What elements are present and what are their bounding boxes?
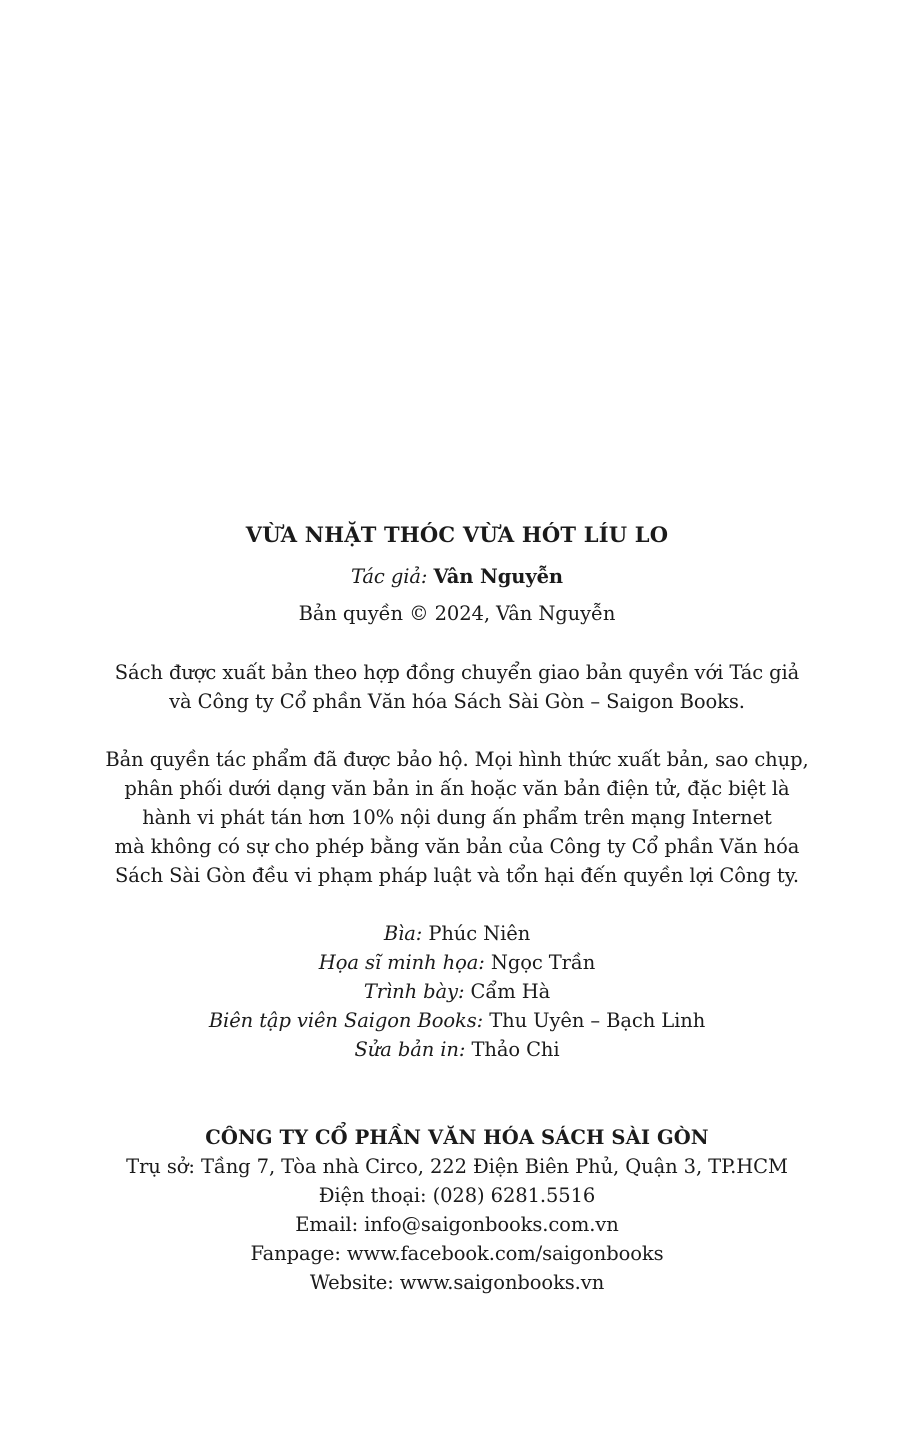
credits-list: [0, 919, 914, 1064]
company-name: CÔNG TY CỔ PHẦN VĂN HÓA SÁCH SÀI GÒN: [205, 1126, 709, 1149]
company-info: [0, 1123, 914, 1297]
rights-line: hành vi phát tán hơn 10% nội dung ấn phẩm trên mạng Internet: [142, 806, 772, 829]
author-block: [0, 562, 914, 591]
agreement-line: Sách được xuất bản theo hợp đồng chuyển giao bản quyền với Tác giả: [114, 661, 800, 684]
credit-editor: [0, 1006, 914, 1035]
company-fanpage: Fanpage: www.facebook.com/saigonbooks: [250, 1242, 664, 1265]
credit-name: Cẩm Hà: [470, 980, 551, 1003]
company-address: Trụ sở: Tầng 7, Tòa nhà Circo, 222 Điện Biên Phủ, Quận 3, TP.HCM: [126, 1155, 788, 1178]
credit-name: Ngọc Trần: [490, 951, 596, 974]
company-website: Website: www.saigonbooks.vn: [309, 1271, 605, 1294]
credit-proofreader: [0, 1035, 914, 1064]
rights-line: Sách Sài Gòn đều vi phạm pháp luật và tổn hại đến quyền lợi Công ty.: [114, 864, 799, 887]
copyright-block: [0, 599, 914, 628]
author-line: [0, 562, 914, 591]
agreement-line: và Công ty Cổ phần Văn hóa Sách Sài Gòn – Saigon Books.: [169, 690, 745, 713]
credit-role: Họa sĩ minh họa:: [318, 951, 485, 974]
title-block: [0, 520, 914, 550]
credit-name: Phúc Niên: [428, 922, 531, 945]
credit-name: Thảo Chi: [471, 1038, 560, 1061]
credit-role: Biên tập viên Saigon Books:: [208, 1009, 484, 1032]
credit-role: Sửa bản in:: [354, 1038, 466, 1061]
author-label: Tác giả:: [351, 565, 428, 588]
rights-line: mà không có sự cho phép bằng văn bản của Công ty Cổ phần Văn hóa: [114, 835, 800, 858]
company-email: Email: info@saigonbooks.com.vn: [295, 1213, 619, 1236]
copyright-line: Bản quyền © 2024, Vân Nguyễn: [298, 602, 616, 625]
book-title: VỪA NHẶT THÓC VỪA HÓT LÍU LO: [245, 522, 669, 547]
credit-layout: [0, 977, 914, 1006]
credit-name: Thu Uyên – Bạch Linh: [489, 1009, 706, 1032]
credit-cover: [0, 919, 914, 948]
agreement-paragraph: [0, 658, 914, 716]
credit-role: Trình bày:: [363, 980, 465, 1003]
author-name: Vân Nguyễn: [433, 565, 563, 588]
rights-line: phân phối dưới dạng văn bản in ấn hoặc văn bản điện tử, đặc biệt là: [124, 777, 790, 800]
company-phone: Điện thoại: (028) 6281.5516: [318, 1184, 596, 1207]
credit-illustrator: [0, 948, 914, 977]
rights-line: Bản quyền tác phẩm đã được bảo hộ. Mọi hình thức xuất bản, sao chụp,: [105, 748, 809, 771]
credit-role: Bìa:: [383, 922, 423, 945]
rights-paragraph: [0, 745, 914, 890]
